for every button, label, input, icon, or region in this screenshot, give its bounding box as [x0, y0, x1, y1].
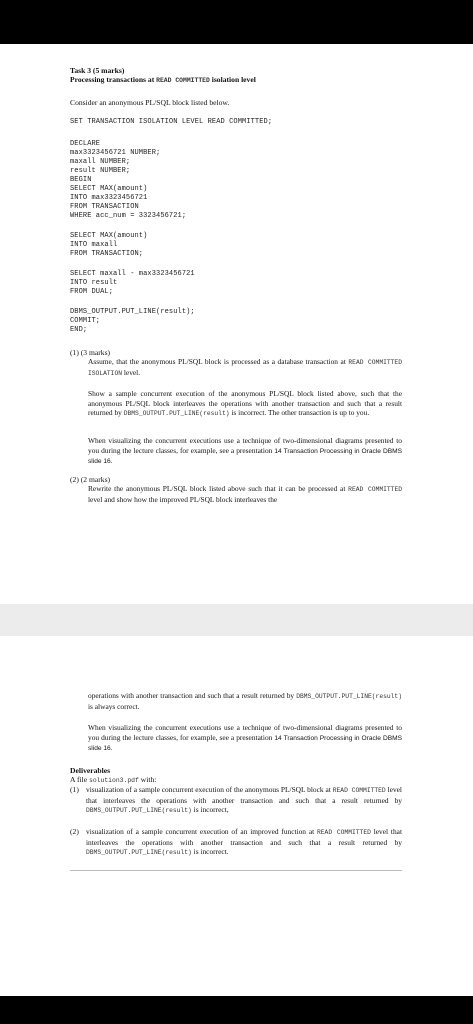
- deliverables-file-line: A file solution3.pdf with:: [70, 775, 157, 784]
- question-2-paragraph-1: Rewrite the anonymous PL/SQL block listed above such that it can be processed at READ COMMITTED level and show how the improved PL/SQL block interleaves the: [88, 484, 402, 504]
- document-page-1: [0, 44, 473, 604]
- code-line: result NUMBER;: [70, 167, 131, 175]
- code-line: SELECT MAX(amount): [70, 185, 148, 193]
- code-line: FROM TRANSACTION: [70, 203, 139, 211]
- code-line: FROM TRANSACTION;: [70, 250, 144, 258]
- deliverable-1-number: (1): [70, 785, 79, 794]
- code-line: SELECT maxall - max3323456721: [70, 270, 195, 278]
- question-2-heading: (2) (2 marks): [70, 475, 111, 484]
- code-line: COMMIT;: [70, 317, 101, 325]
- task-subtitle: Processing transactions at READ COMMITTED isolation level: [70, 75, 256, 84]
- code-line: BEGIN: [70, 176, 92, 184]
- code-line: INTO maxall: [70, 241, 118, 249]
- page-gap: [0, 604, 473, 636]
- deliverable-1-text: visualization of a sample concurrent execution of the anonymous PL/SQL block at READ COMMITTED level that interleaves the operations with another transaction and such that a result returned by DBMS_OUTPUT.PUT_LINE(result) is incorrect,: [86, 785, 402, 815]
- code-line: DECLARE: [70, 140, 101, 148]
- code-line: INTO max3323456721: [70, 194, 148, 202]
- question-1-paragraph-3: When visualizing the concurrent executions use a technique of two-dimensional diagrams presented to you during the lecture classes, for example, see a presentation 14 Transaction Processing in Oracle DBMS slide 16.: [88, 436, 402, 466]
- question-1-paragraph-2: Show a sample concurrent execution of the anonymous PL/SQL block listed above, such that the anonymous PL/SQL block interleaves the operations with another transaction and such that a result returned by DBMS_OUTPUT.PUT_LINE(result) is incorrect. The other transaction is up to you.: [88, 389, 402, 418]
- code-line: INTO result: [70, 279, 118, 287]
- code-line: maxall NUMBER;: [70, 158, 131, 166]
- question-2-continuation: operations with another transaction and such that a result returned by DBMS_OUTPUT.PUT_LINE(result) is always correct.: [88, 691, 402, 711]
- question-2-visualization-paragraph: When visualizing the concurrent executions use a technique of two-dimensional diagrams presented to you during the lecture classes, for example, see a presentation 14 Transaction Processing in Oracle DBMS slide 16.: [88, 723, 402, 753]
- code-line: DBMS_OUTPUT.PUT_LINE(result);: [70, 308, 195, 316]
- code-line: END;: [70, 326, 88, 334]
- intro-text: Consider an anonymous PL/SQL block listed below.: [70, 98, 230, 107]
- document-page-2: [0, 636, 473, 996]
- code-line: WHERE acc_num = 3323456721;: [70, 212, 187, 220]
- code-line: max3323456721 NUMBER;: [70, 149, 161, 157]
- set-transaction-line: SET TRANSACTION ISOLATION LEVEL READ COMMITTED;: [70, 118, 273, 126]
- code-line: FROM DUAL;: [70, 288, 114, 296]
- task-title: Task 3 (5 marks): [70, 66, 125, 75]
- code-line: SELECT MAX(amount): [70, 232, 148, 240]
- bottom-rule: [70, 870, 402, 871]
- deliverable-2-text: visualization of a sample concurrent execution of an improved function at READ COMMITTED level that interleaves the operations with another transaction and such that a result returned by DBMS_OUTPUT.PUT_LINE(result) is incorrect.: [86, 827, 402, 857]
- deliverables-heading: Deliverables: [70, 766, 111, 775]
- deliverable-2-number: (2): [70, 827, 79, 836]
- question-1-heading: (1) (3 marks): [70, 348, 111, 357]
- question-1-paragraph-1: Assume, that the anonymous PL/SQL block is processed as a database transaction at READ COMMITTED ISOLATION level.: [88, 357, 402, 377]
- bottom-bar: [0, 996, 473, 1024]
